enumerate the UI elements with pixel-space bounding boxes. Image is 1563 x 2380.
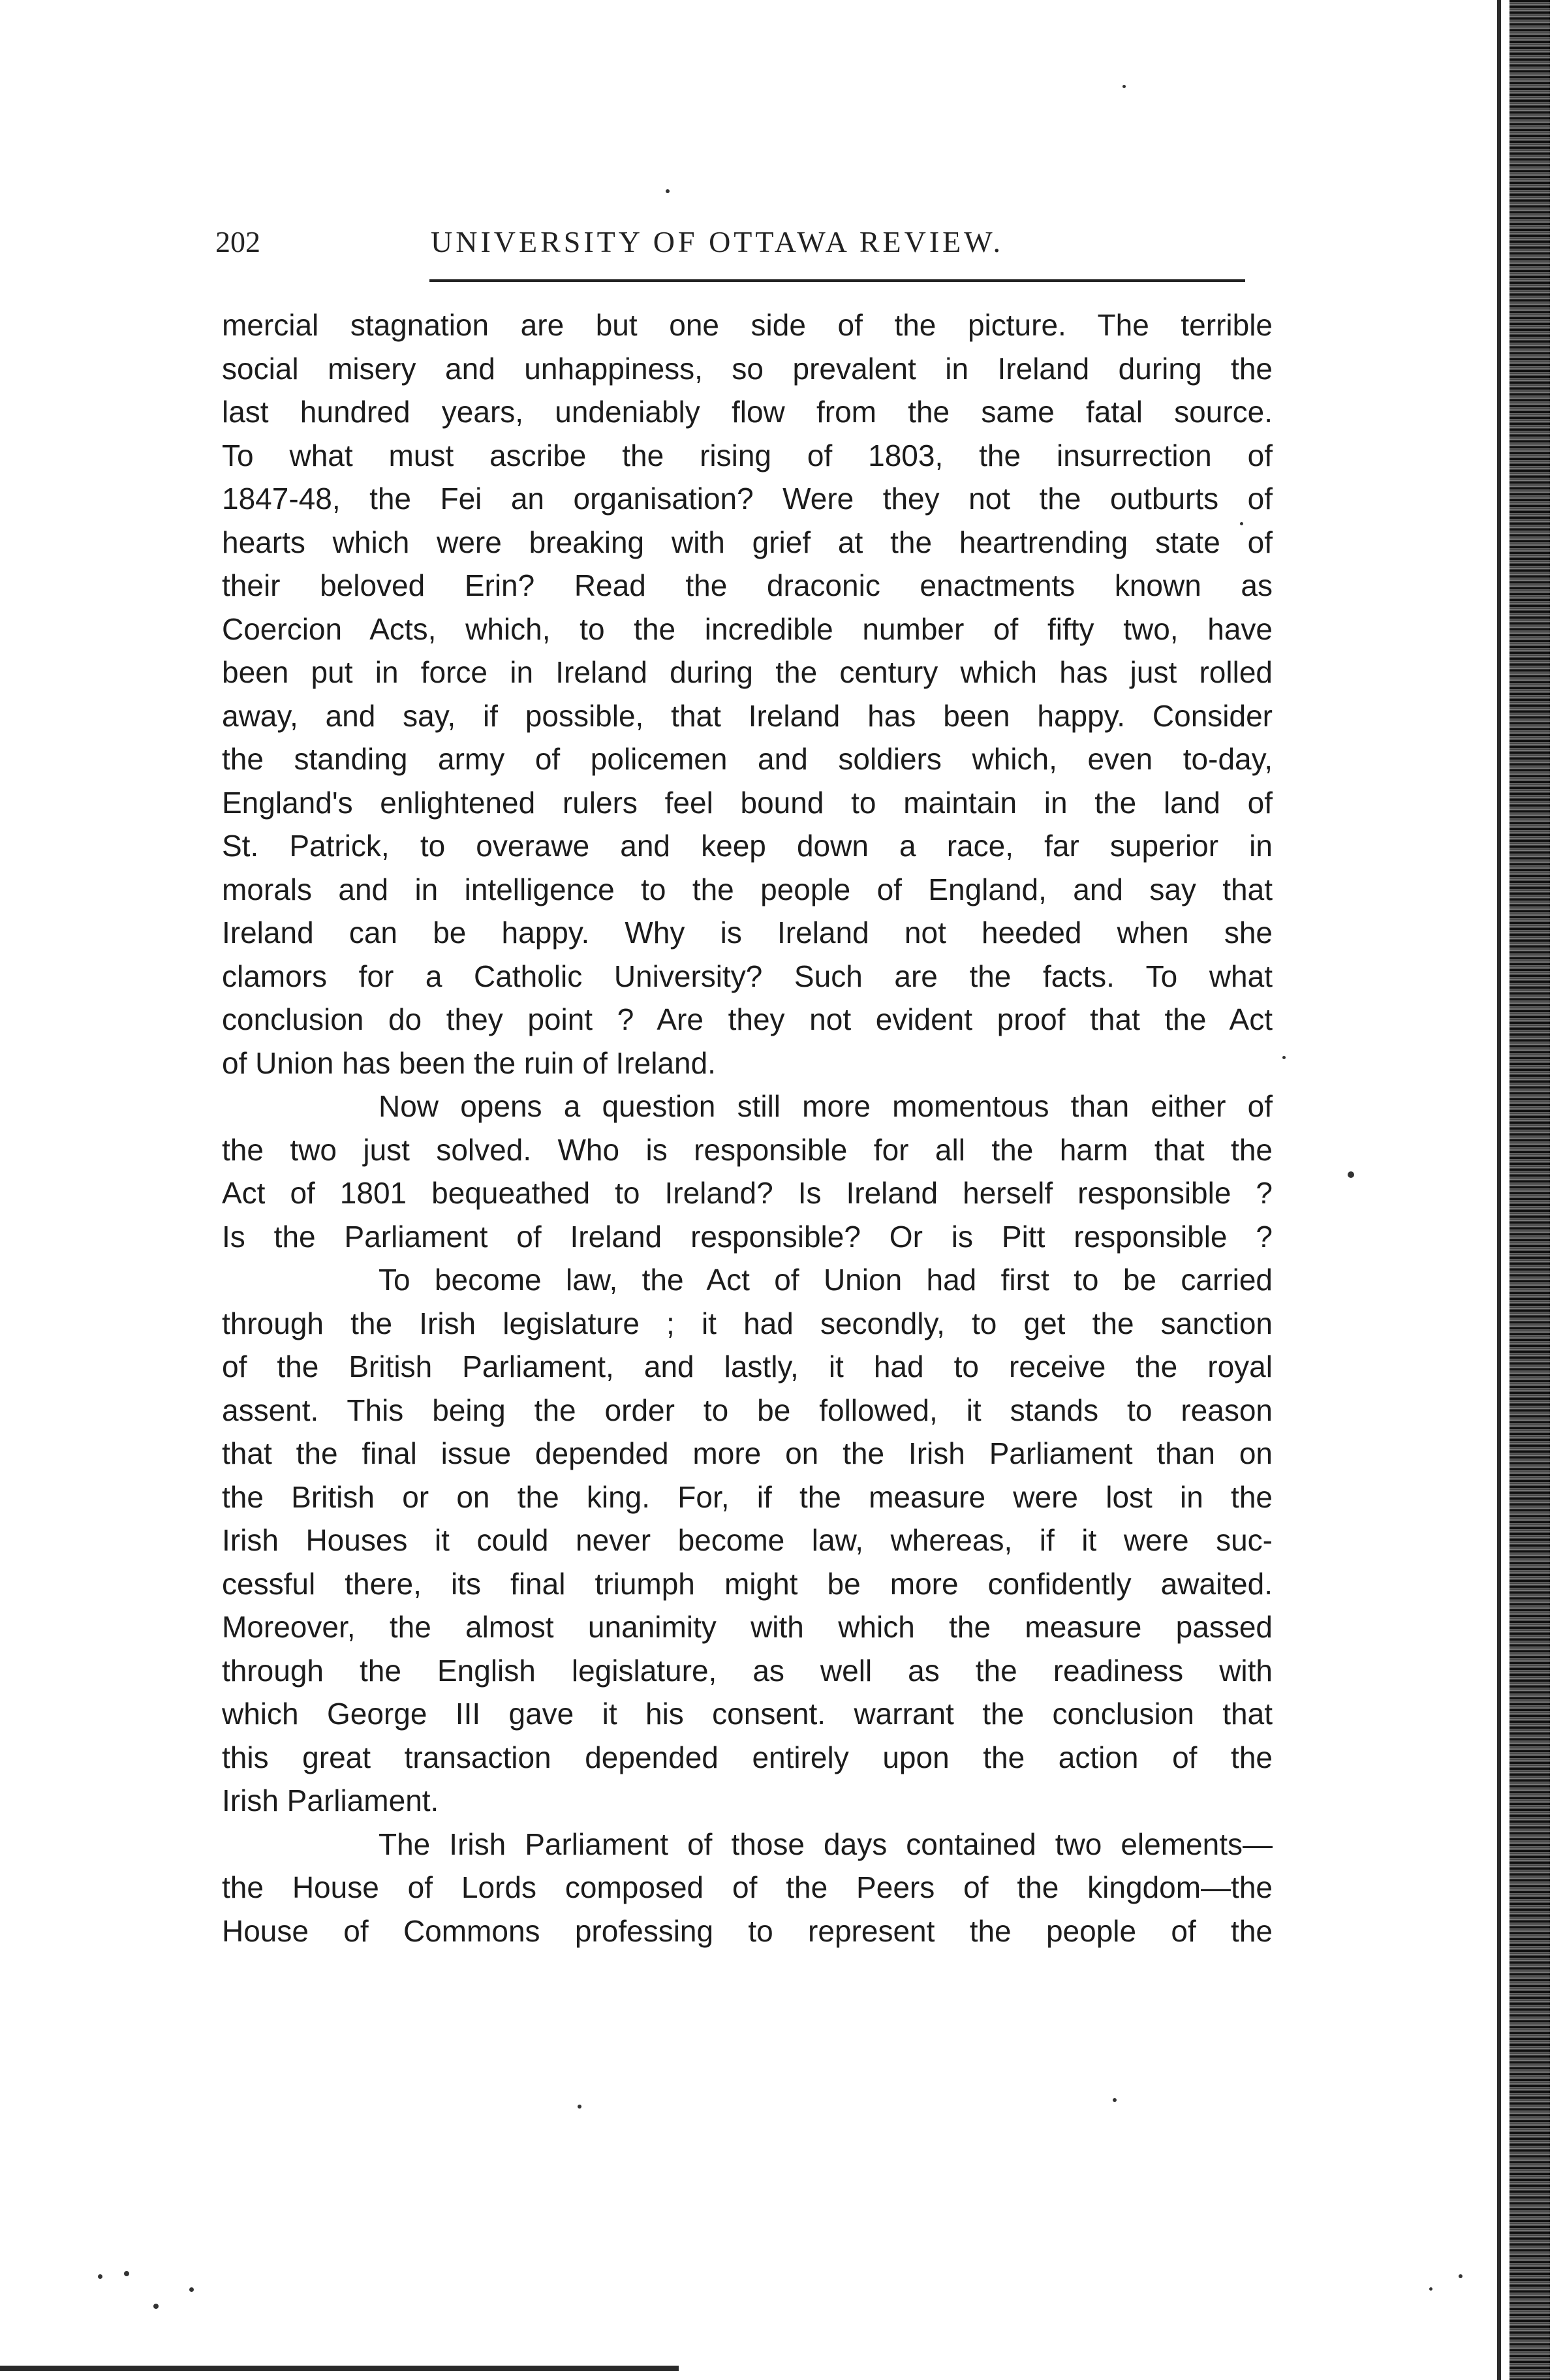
text-line: Moreover, the almost unanimity with which the measure passed [222, 1610, 1273, 1644]
text-line: clamors for a Catholic University? Such are the facts. To what [222, 959, 1273, 993]
text-line: mercial stagnation are but one side of the picture. The terrible [222, 308, 1273, 342]
text-line: morals and in intelligence to the people of England, and say that [222, 872, 1273, 906]
scan-speck [1459, 2274, 1462, 2278]
binding-edge-line [1497, 0, 1501, 2380]
text-line: Ireland can be happy. Why is Ireland not heeded when she [222, 916, 1273, 950]
text-line: conclusion do they point ? Are they not evident proof that the Act [222, 1002, 1273, 1036]
scan-speck [1113, 2098, 1117, 2102]
text-line: Now opens a question still more momentous than either of [379, 1089, 1273, 1123]
scan-speck [153, 2304, 159, 2309]
scan-speck [1348, 1171, 1354, 1178]
text-line: social misery and unhappiness, so prevalent in Ireland during the [222, 351, 1273, 386]
scan-speck [1122, 85, 1126, 88]
text-line: cessful there, its final triumph might be more confidently awaited. [222, 1566, 1273, 1601]
scan-speck [1282, 1056, 1286, 1059]
scan-speck [578, 2105, 581, 2109]
text-line: of the British Parliament, and lastly, it had to receive the royal [222, 1350, 1273, 1383]
scan-speck [189, 2287, 194, 2292]
text-line: England's enlightened rulers feel bound to maintain in the land of [222, 785, 1273, 820]
text-line: House of Commons professing to represent the people of the [222, 1913, 1273, 1948]
text-line: St. Patrick, to overawe and keep down a race, far superior in [222, 829, 1273, 863]
bottom-rule [0, 2366, 679, 2371]
text-line: The Irish Parliament of those days contained two elements— [379, 1827, 1273, 1861]
text-line: the British or on the king. For, if the measure were lost in the [222, 1479, 1273, 1514]
text-line: Irish Parliament. [222, 1784, 439, 1817]
text-line: this great transaction depended entirely upon the action of the [222, 1740, 1273, 1774]
text-line: To become law, the Act of Union had first to be carried [379, 1263, 1273, 1297]
running-head: UNIVERSITY OF OTTAWA REVIEW. [431, 225, 1004, 258]
text-line: To what must ascribe the rising of 1803, the insurrection of [222, 438, 1273, 472]
text-line: Act of 1801 bequeathed to Ireland? Is Ireland herself responsible ? [222, 1176, 1273, 1210]
page-header [215, 219, 1246, 266]
scan-speck [124, 2271, 129, 2276]
text-line: Irish Houses it could never become law, whereas, if it were suc- [222, 1523, 1273, 1557]
text-line: hearts which were breaking with grief at the heartrending state of [222, 525, 1273, 559]
text-line: away, and say, if possible, that Ireland has been happy. Consider [222, 698, 1273, 733]
text-line: through the English legislature, as well as the readiness with [222, 1653, 1273, 1688]
text-line: the House of Lords composed of the Peers of the kingdom—the [222, 1870, 1273, 1904]
text-line: the standing army of policemen and soldiers which, even to-day, [222, 742, 1273, 776]
binding-edge [1509, 0, 1550, 2380]
scan-speck [1429, 2287, 1432, 2291]
text-line: the two just solved. Who is responsible for all the harm that the [222, 1132, 1273, 1167]
scan-speck [666, 189, 670, 193]
text-line: 1847-48, the Fei an organisation? Were they not the outburts of [222, 482, 1273, 516]
text-line: last hundred years, undeniably flow from the same fatal source. [222, 395, 1273, 429]
header-rule [429, 279, 1245, 282]
text-line: Coercion Acts, which, to the incredible number of fifty two, have [222, 611, 1273, 646]
text-line: Is the Parliament of Ireland responsible? Or is Pitt responsible ? [222, 1219, 1273, 1254]
text-line: through the Irish legislature ; it had secondly, to get the sanction [222, 1306, 1273, 1340]
text-line: of Union has been the ruin of Ireland. [222, 1045, 716, 1080]
page-number: 202 [215, 225, 260, 258]
text-line: assent. This being the order to be followed, it stands to reason [222, 1393, 1273, 1427]
text-line: been put in force in Ireland during the century which has just rolled [222, 655, 1273, 689]
text-line: that the final issue depended more on the Irish Parliament than on [222, 1436, 1273, 1470]
scan-speck [98, 2274, 102, 2279]
article-body [222, 303, 1273, 1953]
text-line: their beloved Erin? Read the draconic enactments known as [222, 568, 1273, 602]
text-line: which George III gave it his consent. warrant the conclusion that [222, 1697, 1273, 1731]
